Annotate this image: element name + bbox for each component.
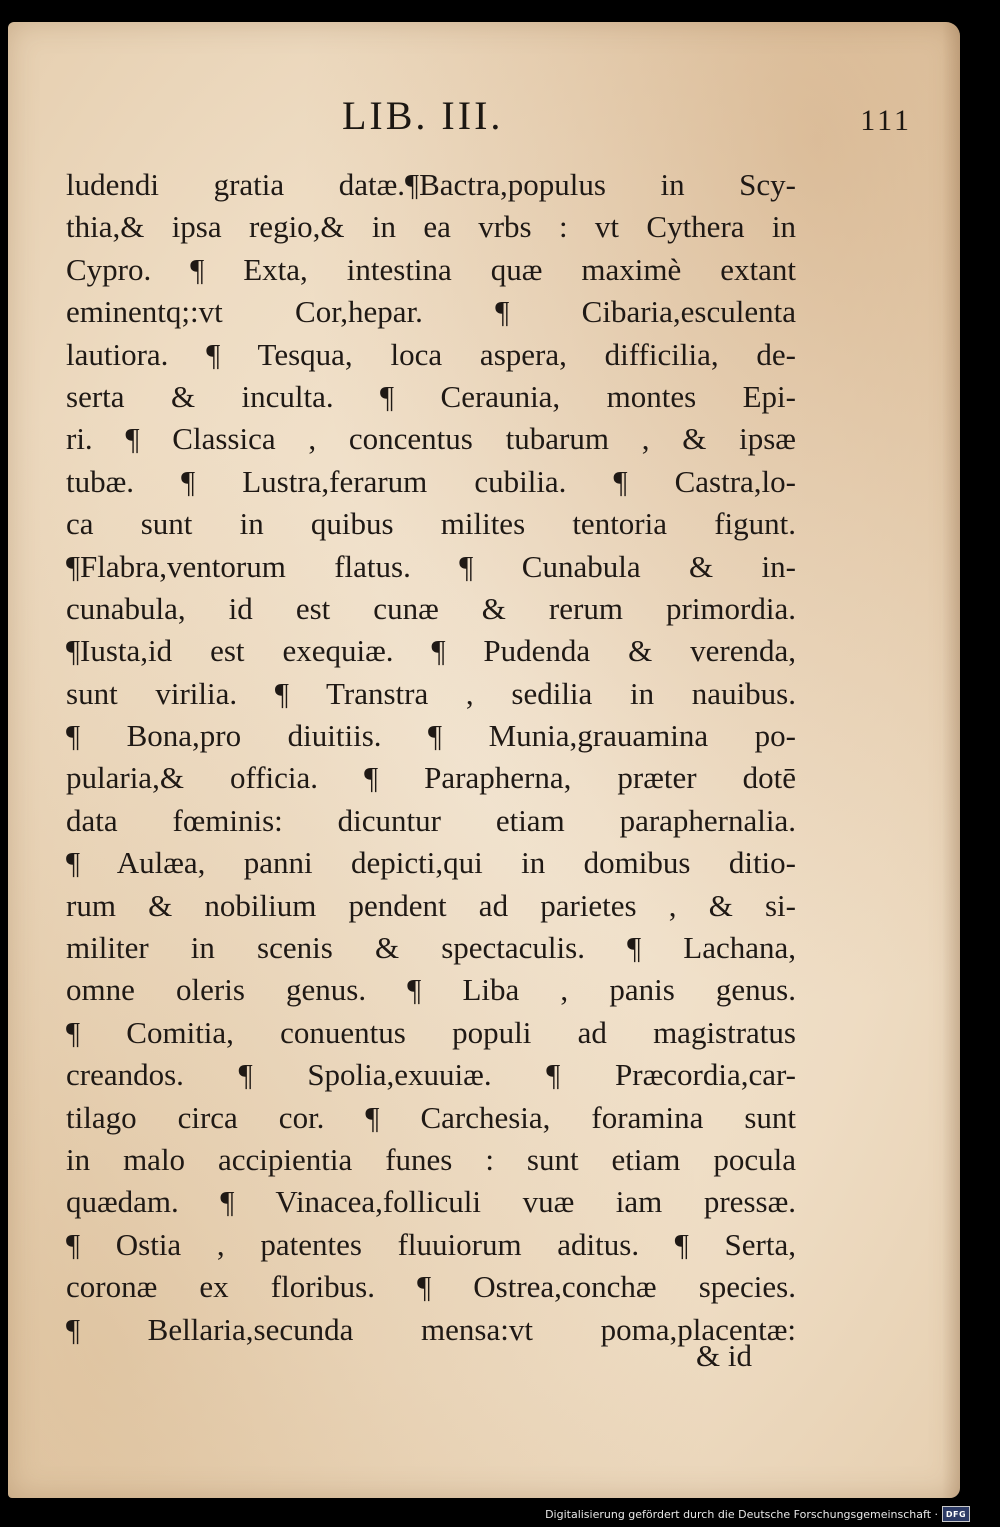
text-line: ¶ Comitia, conuentus populi ad magistratus [66,1014,796,1050]
catchword: & id [696,1338,752,1373]
running-head-title: LIB. III. [342,93,504,138]
text-line: cunabula, id est cunæ & rerum primordia. [66,590,796,626]
text-line: Cypro. ¶ Exta, intestina quæ maximè extant [66,251,796,287]
text-line: in malo accipientia funes : sunt etiam pocula [66,1141,796,1177]
text-line: data fœminis: dicuntur etiam paraphernalia. [66,802,796,838]
text-line: creandos. ¶ Spolia,exuuiæ. ¶ Præcordia,car- [66,1057,796,1093]
text-line: tubæ. ¶ Lustra,ferarum cubilia. ¶ Castra,lo- [66,463,796,499]
text-line: coronæ ex floribus. ¶ Ostrea,conchæ species. [66,1269,796,1305]
text-line: thia,& ipsa regio,& in ea vrbs : vt Cythera in [66,209,796,245]
text-line: ca sunt in quibus milites tentoria figunt. [66,506,796,542]
text-line: lautiora. ¶ Tesqua, loca aspera, difficilia, de- [66,336,796,372]
text-line: militer in scenis & spectaculis. ¶ Lachana, [66,930,796,966]
digitization-credit [545,1503,970,1525]
running-head [68,80,912,150]
text-line: sunt virilia. ¶ Transtra , sedilia in nauibus. [66,675,796,711]
text-line: ¶ Ostia , patentes fluuiorum aditus. ¶ Serta, [66,1226,796,1262]
dfg-logo-icon: DFG [942,1506,970,1522]
text-line: ri. ¶ Classica , concentus tubarum , & ipsæ [66,421,796,457]
text-line: ¶Flabra,ventorum flatus. ¶ Cunabula & in- [66,548,796,584]
text-line: ¶Iusta,id est exequiæ. ¶ Pudenda & verenda, [66,633,796,669]
text-line: tilago circa cor. ¶ Carchesia, foramina sunt [66,1099,796,1135]
text-line: quædam. ¶ Vinacea,folliculi vuæ iam pressæ. [66,1184,796,1220]
text-line: ¶ Bona,pro diuitiis. ¶ Munia,grauamina po- [66,718,796,754]
text-line: pularia,& officia. ¶ Parapherna, præter dotē [66,760,796,796]
text-line: serta & inculta. ¶ Ceraunia, montes Epi- [66,378,796,414]
text-line: rum & nobilium pendent ad parietes , & si- [66,887,796,923]
page-number: 111 [860,104,912,137]
digitization-credit-text: Digitalisierung gefördert durch die Deutsche Forschungsgemeinschaft · [545,1507,938,1521]
text-line: eminentq;:vt Cor,hepar. ¶ Cibaria,esculenta [66,294,796,330]
text-line: omne oleris genus. ¶ Liba , panis genus. [66,972,796,1008]
page-edge-shadow [942,22,960,1498]
text-block [66,164,796,1351]
text-line: ludendi gratia datæ.¶Bactra,populus in Scy- [66,167,796,202]
text-line: ¶ Aulæa, panni depicti,qui in domibus ditio- [66,845,796,881]
book-page [8,22,960,1498]
text-line: ¶ Bellaria,secunda mensa:vt poma,placentæ: [66,1311,796,1347]
